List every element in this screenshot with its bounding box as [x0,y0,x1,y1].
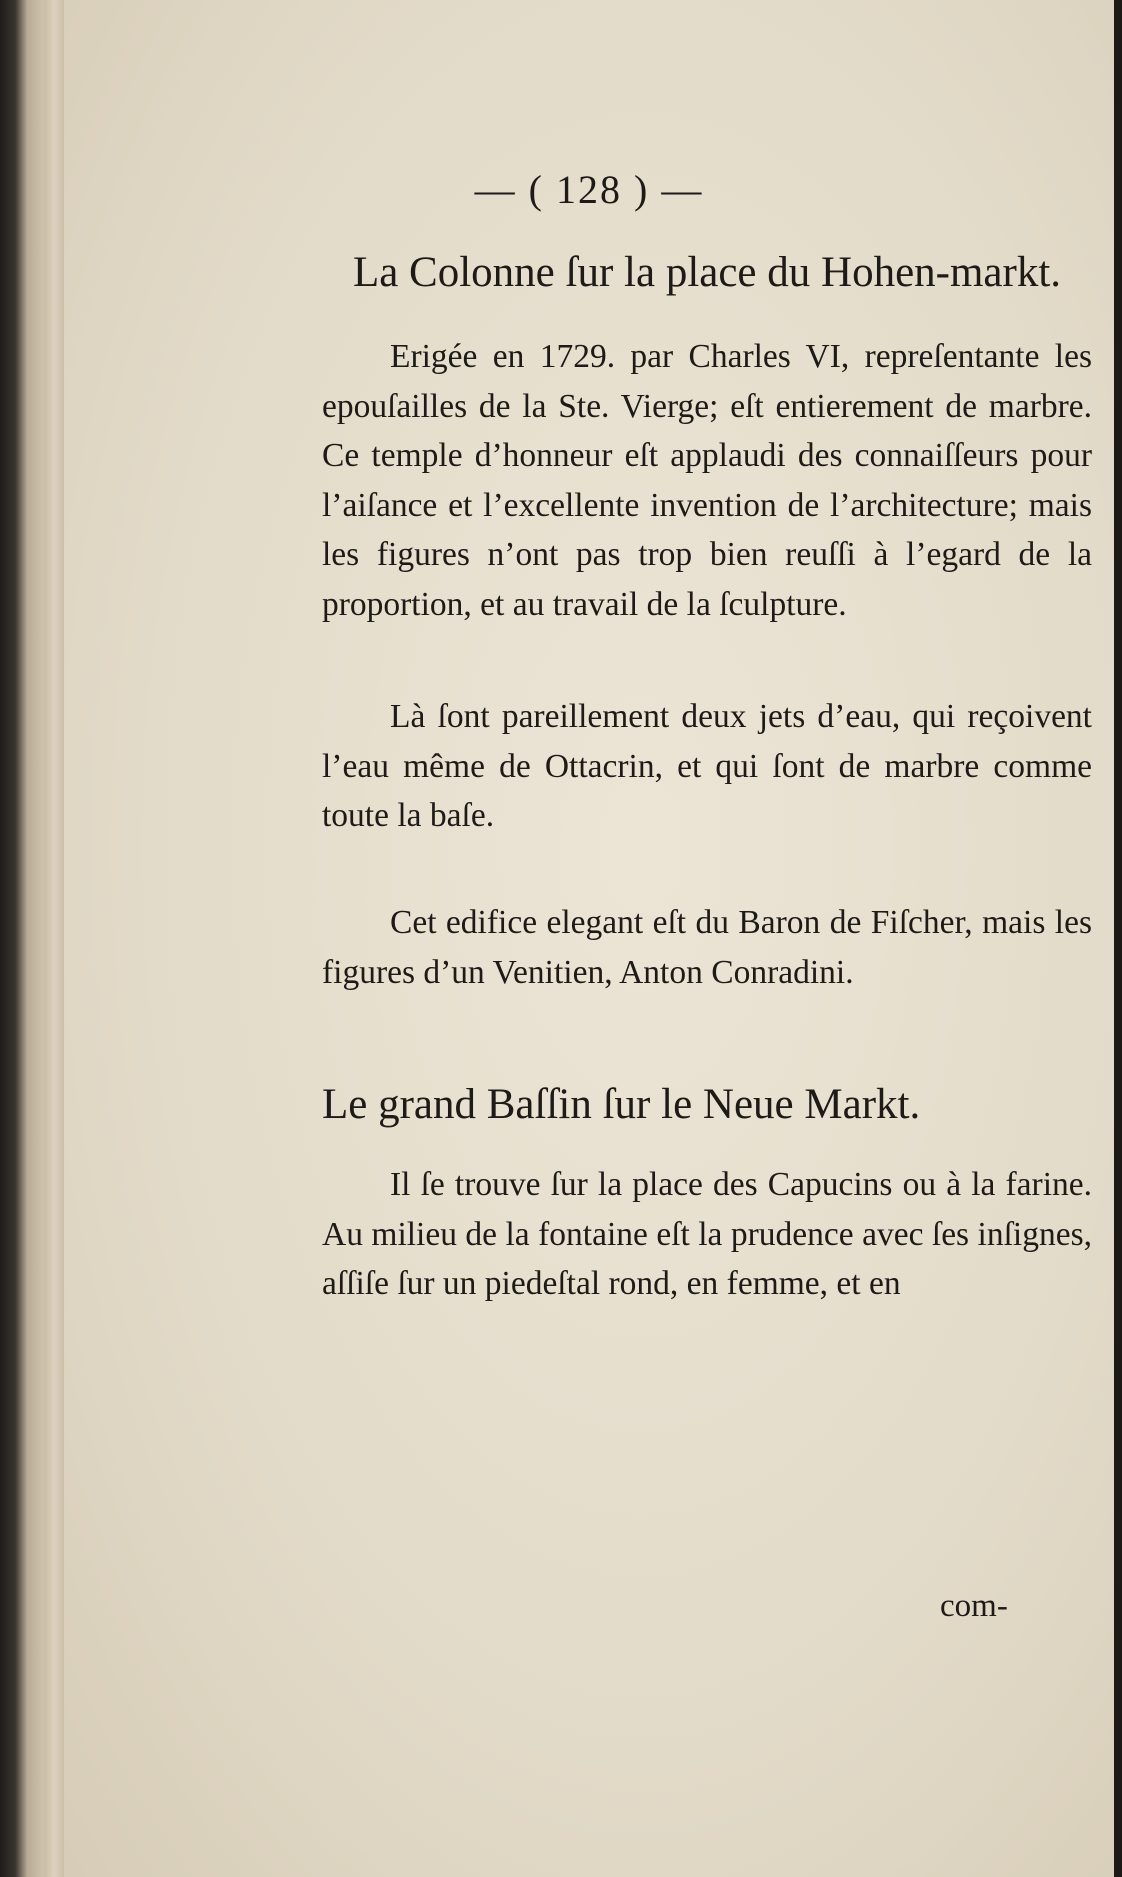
section-title: La Colonne ſur la place du Hohen-markt. [352,249,1062,296]
section-2-body [322,1160,1092,1309]
section-1 [322,248,1092,298]
catchword: com- [940,1588,1008,1624]
section-1-body-2 [322,692,1092,841]
book-binding-edge [0,0,44,1877]
book-page [64,0,1114,1877]
section-2 [322,1080,1092,1130]
paragraph: Il ſe trouve ſur la place des Capucins ou à la farine. Au milieu de la fontaine eſt la prudence avec ſes inſignes, aſſiſe ſur un piedeſtal rond, en femme, et en [322,1166,1092,1302]
paragraph: Là ſont pareillement deux jets d’eau, qui reçoivent l’eau même de Ottacrin, et qui ſont de marbre comme toute la baſe. [322,698,1092,834]
page-stack-edge [44,0,65,1877]
page-number: — ( 128 ) — [474,167,704,212]
section-title: Le grand Baſſin ſur le Neue Markt. [322,1081,921,1128]
section-1-body [322,332,1092,629]
paragraph: Cet edifice elegant eſt du Baron de Fiſcher, mais les figures d’un Venitien, Anton Conradini. [322,904,1092,991]
section-1-body-3 [322,898,1092,997]
paragraph: Erigée en 1729. par Charles VI, repreſentante les epouſailles de la Ste. Vierge; eſt entierement de marbre. Ce temple d’honneur eſt applaudi des connaiſſeurs pour l’aiſance et l’excellente invention de l’architecture; mais les figures n’ont pas trop bien reuſſi à l’egard de la proportion, et au travail de la ſculpture. [322,338,1092,623]
scan-border [1114,0,1122,1877]
